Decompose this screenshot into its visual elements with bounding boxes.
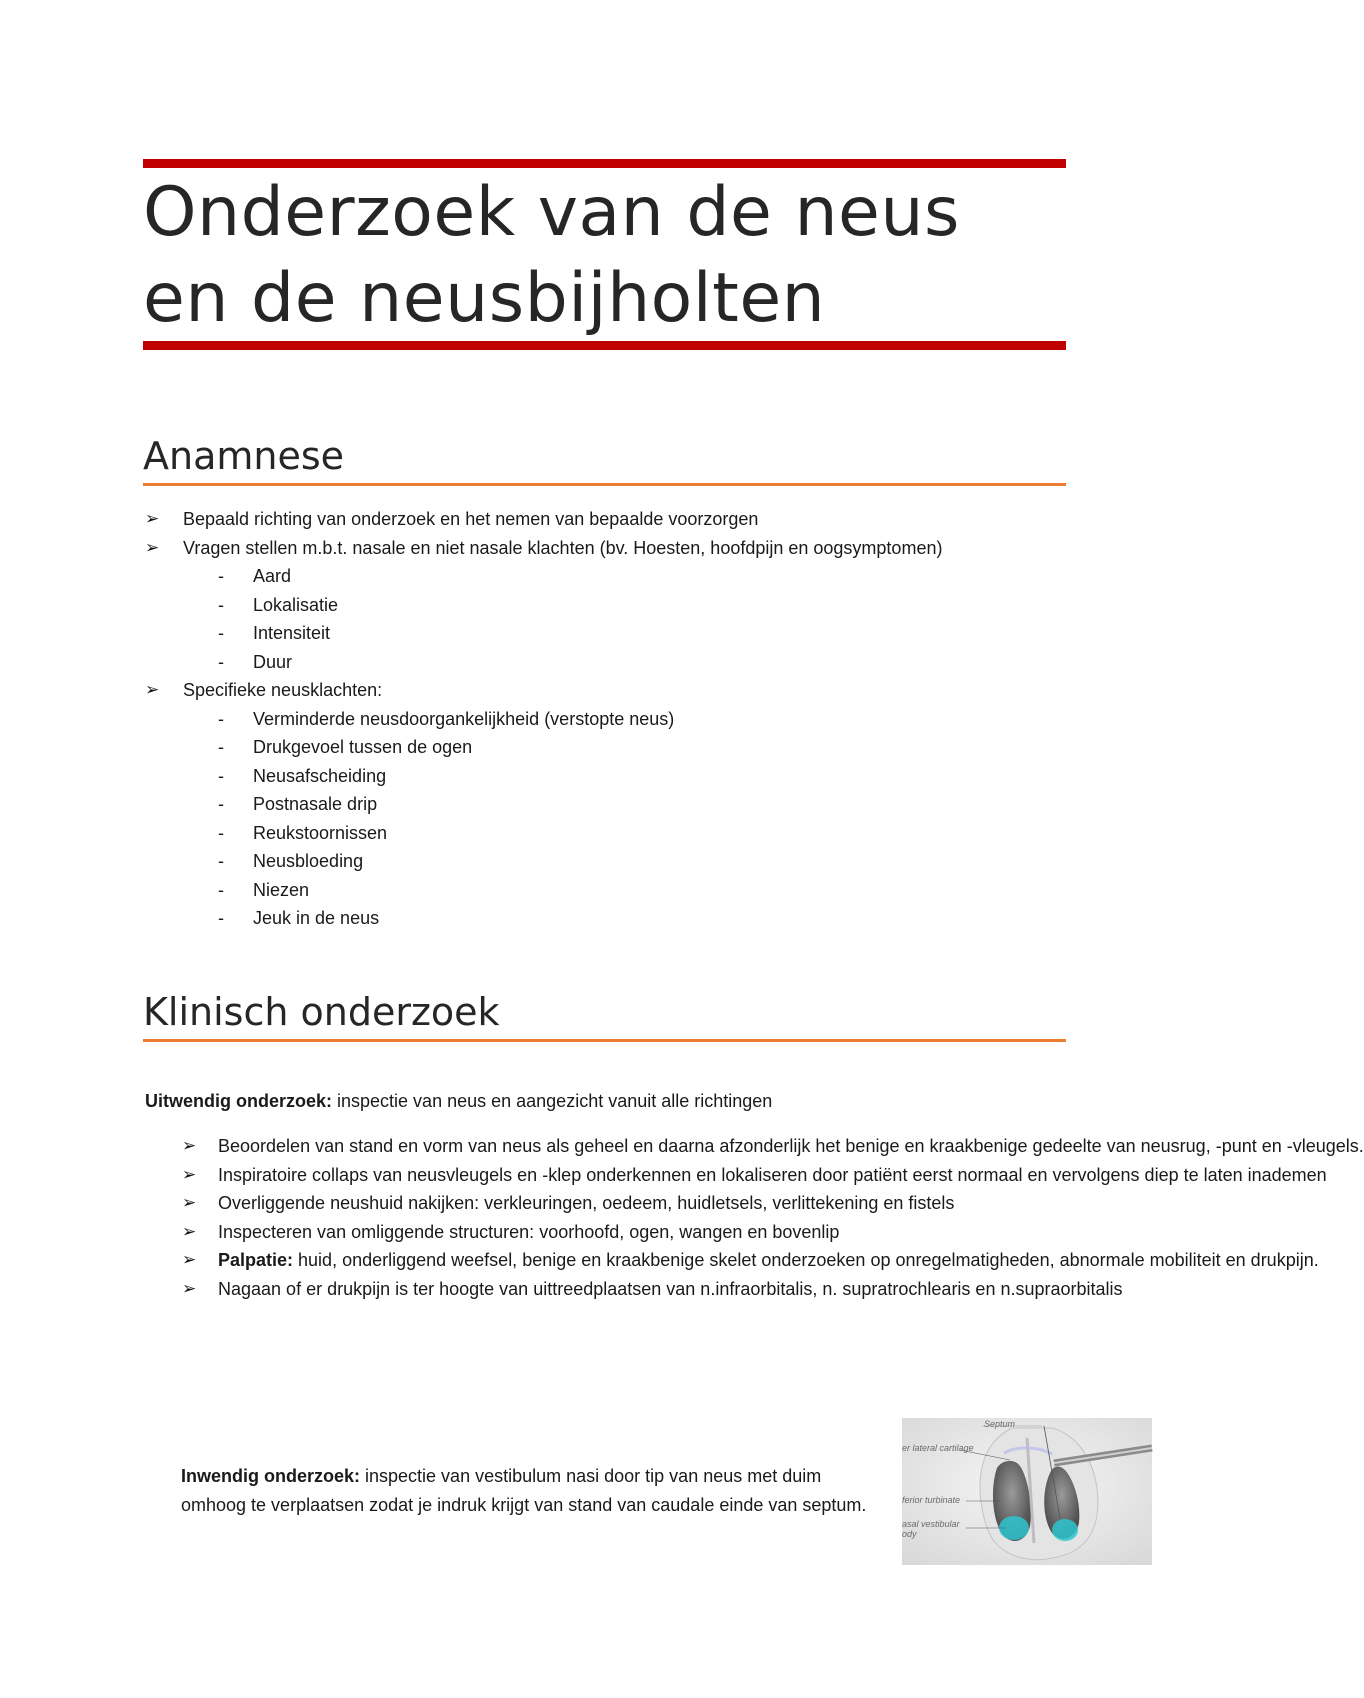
- dash-bullet-icon: -: [218, 708, 224, 729]
- arrow-bullet-icon: ➢: [145, 509, 160, 528]
- arrow-bullet-icon: ➢: [182, 1136, 197, 1155]
- nose-diagram-icon: [902, 1418, 1152, 1565]
- arrow-bullet-icon: ➢: [182, 1164, 197, 1184]
- sub-list-item: - Intensiteit: [253, 619, 942, 648]
- sub-list: [183, 705, 942, 933]
- label-lateral-cartilage: er lateral cartilage: [902, 1443, 974, 1453]
- dash-bullet-icon: -: [218, 794, 224, 814]
- section-rule-klinisch: [143, 1039, 1066, 1042]
- nasal-vestibule-illustration: [902, 1418, 1152, 1565]
- sub-list-item: - Lokalisatie: [253, 591, 942, 620]
- dash-bullet-icon: -: [218, 623, 224, 643]
- list-item: [182, 1161, 1327, 1190]
- anamnese-list: [145, 505, 943, 933]
- list-item-text: Bepaald richting van onderzoek en het nemen van bepaalde voorzorgen: [183, 509, 759, 529]
- list-item-text: Vragen stellen m.b.t. nasale en niet nasale klachten (bv. Hoesten, hoofdpijn en oogsymptomen): [183, 537, 943, 558]
- section-heading-anamnese: Anamnese: [143, 434, 345, 478]
- dash-bullet-icon: -: [218, 566, 224, 586]
- sub-list-item: - Duur: [253, 648, 942, 677]
- arrow-bullet-icon: ➢: [182, 1221, 197, 1241]
- sub-list-item: - Neusbloeding: [253, 847, 942, 876]
- arrow-bullet-icon: ➢: [182, 1278, 197, 1298]
- list-item: [182, 1275, 1123, 1304]
- sub-list-item: - Drukgevoel tussen de ogen: [253, 733, 942, 762]
- list-item-text: Beoordelen van stand en vorm van neus als geheel en daarna afzonderlijk het benige en kraakbenige gedeelte van neusrug, -punt en -vleugels.: [218, 1136, 1364, 1156]
- dash-bullet-icon: -: [218, 879, 224, 900]
- sub-list-item: - Verminderde neusdoorgankelijkheid (verstopte neus): [253, 705, 942, 734]
- palpatie-label: Palpatie:: [218, 1250, 294, 1270]
- list-item: [182, 1246, 1319, 1275]
- label-body: ody: [902, 1529, 917, 1539]
- uitwendig-paragraph: [145, 1087, 772, 1116]
- list-item-text: Specifieke neusklachten:: [183, 680, 383, 700]
- dash-bullet-icon: -: [218, 737, 224, 757]
- inwendig-text: inspectie van vestibulum nasi door tip van neus met duim omhoog te verplaatsen zodat je indruk krijgt van stand van caudale einde van septum.: [181, 1466, 867, 1515]
- title-rule-bottom: [143, 341, 1066, 350]
- list-item: [182, 1132, 1364, 1161]
- list-item: [145, 505, 942, 534]
- dash-bullet-icon: -: [218, 851, 224, 871]
- label-septum: Septum: [984, 1419, 1016, 1429]
- dash-bullet-icon: -: [218, 594, 224, 615]
- sub-list-item: - Aard: [253, 562, 942, 591]
- list-item-text: Nagaan of er drukpijn is ter hoogte van uittreedplaatsen van n.infraorbitalis, n. supratrochlearis en n.supraorbitalis: [218, 1278, 1123, 1299]
- sub-list-item: - Postnasale drip: [253, 790, 942, 819]
- section-rule-anamnese: [143, 483, 1066, 486]
- sub-list-item: - Reukstoornissen: [253, 819, 942, 848]
- dash-bullet-icon: -: [218, 822, 224, 843]
- section-heading-klinisch: Klinisch onderzoek: [143, 990, 500, 1034]
- list-item: [182, 1189, 1078, 1218]
- list-item-text: huid, onderliggend weefsel, benige en kraakbenige skelet onderzoeken op onregelmatigheden, abnormale mobiliteit en drukpijn.: [293, 1250, 1319, 1270]
- arrow-bullet-icon: ➢: [145, 680, 160, 699]
- sub-list-item: - Jeuk in de neus: [253, 904, 942, 933]
- dash-bullet-icon: -: [218, 765, 224, 786]
- sub-list-item: - Neusafscheiding: [253, 762, 942, 791]
- title-rule-top: [143, 159, 1066, 168]
- list-item: [145, 676, 942, 933]
- label-nasal-vestibular: asal vestibular: [902, 1519, 960, 1529]
- page-title-line-1: Onderzoek van de neus: [143, 173, 960, 252]
- uitwendig-text: inspectie van neus en aangezicht vanuit alle richtingen: [332, 1091, 773, 1111]
- arrow-bullet-icon: ➢: [182, 1193, 197, 1212]
- list-item-text: Inspecteren van omliggende structuren: voorhoofd, ogen, wangen en bovenlip: [218, 1221, 840, 1242]
- dash-bullet-icon: -: [218, 651, 224, 672]
- label-inferior-turbinate: ferior turbinate: [902, 1495, 961, 1505]
- list-item: [145, 534, 943, 677]
- inwendig-label: Inwendig onderzoek:: [181, 1466, 361, 1486]
- list-item-text: Overliggende neushuid nakijken: verkleuringen, oedeem, huidletsels, verlittekening en fistels: [218, 1193, 955, 1213]
- sub-list: [183, 562, 942, 676]
- sub-list-item: - Niezen: [253, 876, 942, 905]
- arrow-bullet-icon: ➢: [182, 1250, 197, 1269]
- arrow-bullet-icon: ➢: [145, 537, 160, 557]
- uitwendig-label: Uitwendig onderzoek:: [145, 1091, 333, 1111]
- list-item: [182, 1218, 1078, 1247]
- klinisch-list: [182, 1132, 1364, 1303]
- list-item-text: Inspiratoire collaps van neusvleugels en -klep onderkennen en lokaliseren door patiënt eerst normaal en vervolgens diep te laten inademen: [218, 1164, 1327, 1185]
- dash-bullet-icon: -: [218, 908, 224, 928]
- page-title-line-2: en de neusbijholten: [143, 259, 826, 338]
- page-title: [143, 170, 1103, 342]
- inwendig-paragraph: [181, 1462, 871, 1520]
